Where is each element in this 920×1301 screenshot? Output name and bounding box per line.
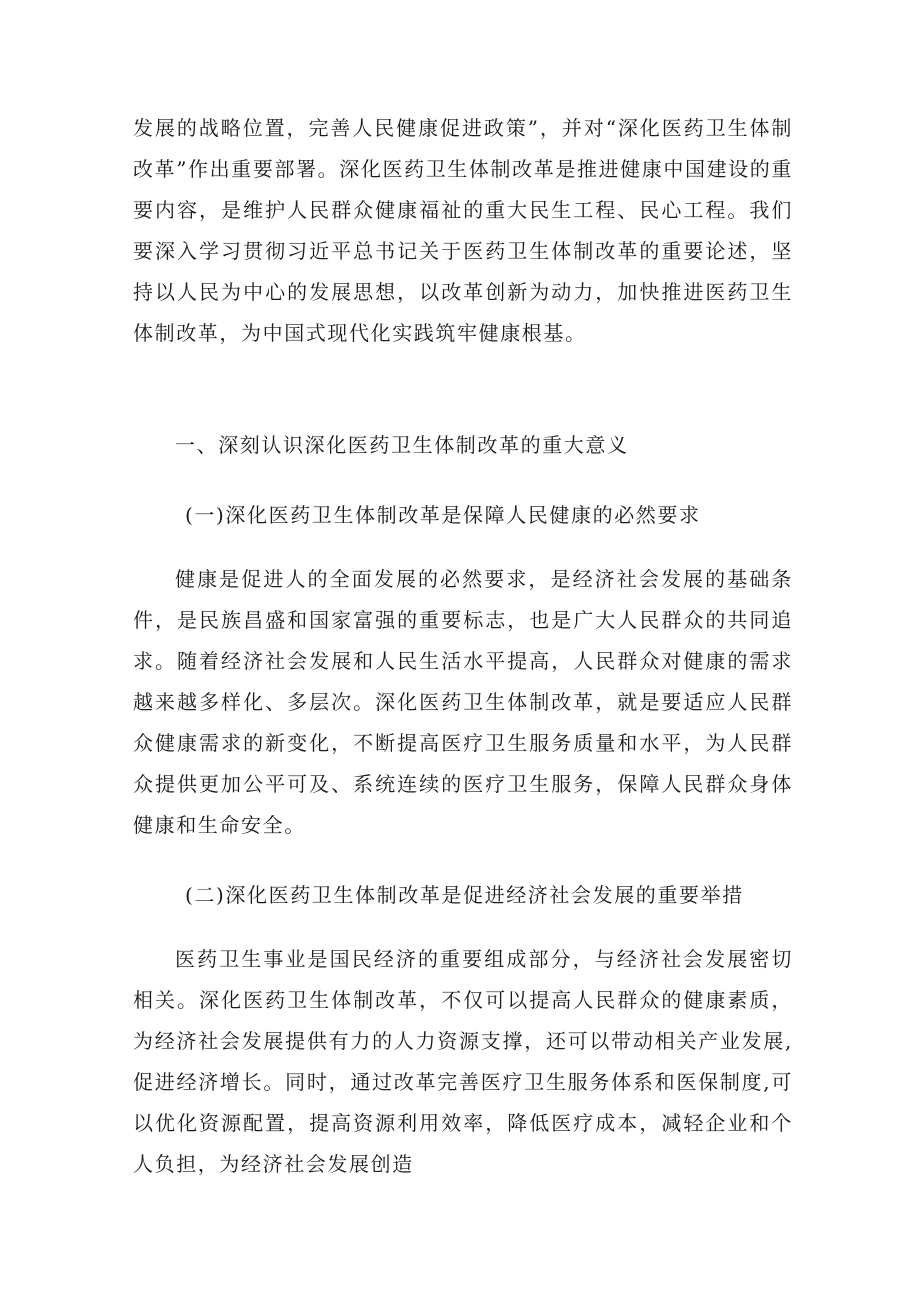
subsection-heading-1: (一)深化医药卫生体制改革是保障人民健康的必然要求 [185,503,701,527]
section-heading-1: 一、深刻认识深化医药卫生体制改革的重大意义 [175,433,629,457]
body-paragraph-1: 健康是促进人的全面发展的必然要求，是经济社会发展的基础条件，是民族昌盛和国家富强的重要标志，也是广大人民群众的共同追求。随着经济社会发展和人民生活水平提高，人民群众对健康的需求越来越多样化、多层次。深化医药卫生体制改革，就是要适应人民群众健康需求的新变化，不断提高医疗卫生服务质量和水平，为人民群众提供更加公平可及、系统连续的医疗卫生服务，保障人民群众身体健康和生命安全。 [133,567,793,837]
subsection-heading-2: (二)深化医药卫生体制改革是促进经济社会发展的重要举措 [185,883,744,907]
body-paragraph-2: 医药卫生事业是国民经济的重要组成部分，与经济社会发展密切相关。深化医药卫生体制改革，不仅可以提高人民群众的健康素质，为经济社会发展提供有力的人力资源支撑，还可以带动相关产业发展,促进经济增长。同时，通过改革完善医疗卫生服务体系和医保制度,可以优化资源配置，提高资源利用效率，降低医疗成本，减轻企业和个人负担，为经济社会发展创造 [133,947,793,1176]
intro-paragraph: 发展的战略位置，完善人民健康促进政策”，并对“深化医药卫生体制改革”作出重要部署。深化医药卫生体制改革是推进健康中国建设的重要内容，是维护人民群众健康福祉的重大民生工程、民心工程。我们要深入学习贯彻习近平总书记关于医药卫生体制改革的重要论述，坚持以人民为中心的发展思想，以改革创新为动力，加快推进医药卫生体制改革，为中国式现代化实践筑牢健康根基。 [133,116,793,345]
